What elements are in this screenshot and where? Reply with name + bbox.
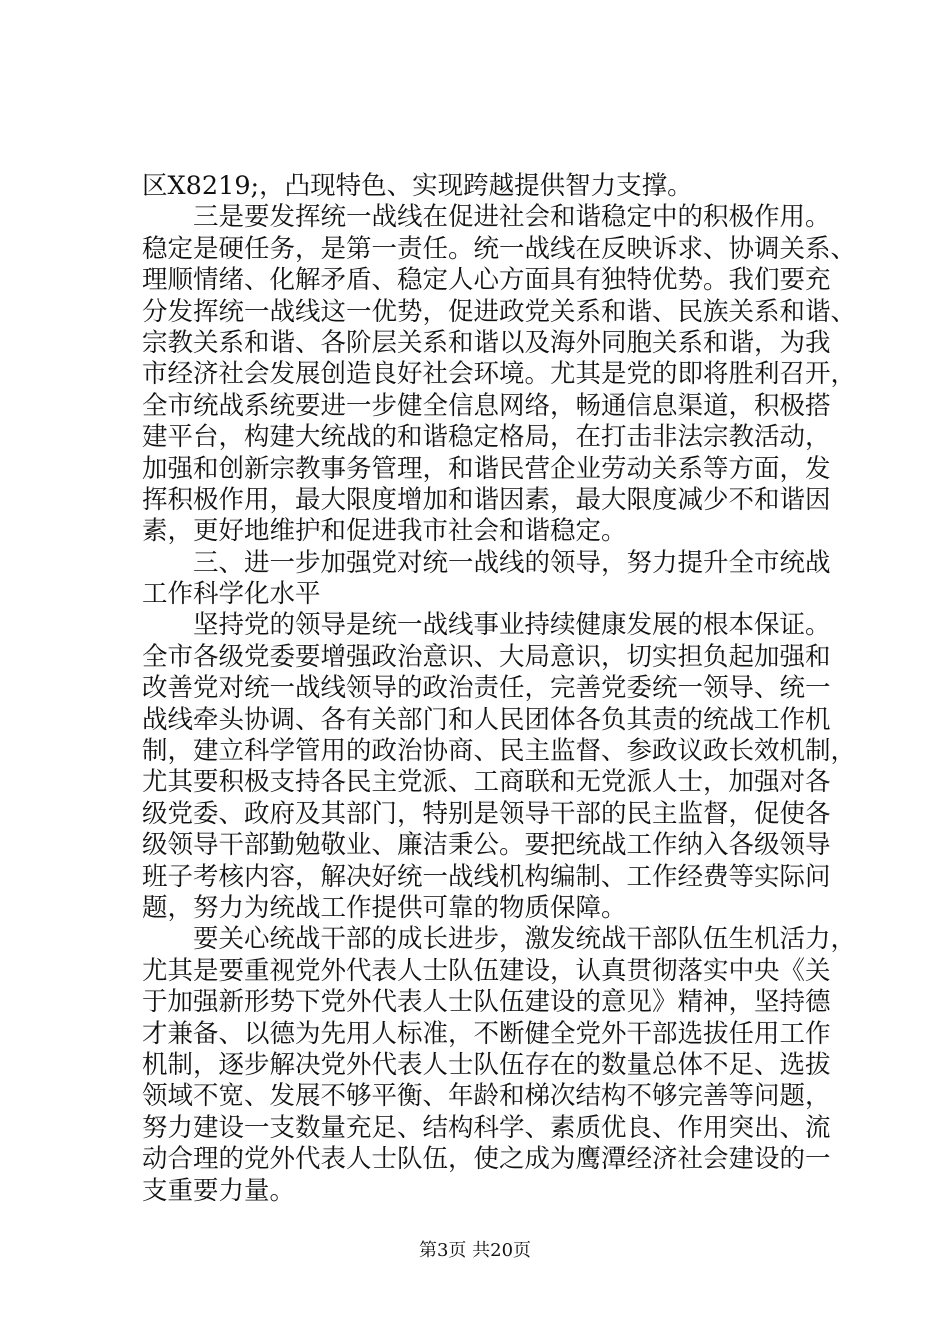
text-line: 分发挥统一战线这一优势，促进政党关系和谐、民族关系和谐、: [142, 296, 857, 327]
document-body: [142, 171, 857, 1207]
text-line: 领域不宽、发展不够平衡、年龄和梯次结构不够完善等问题，: [142, 1081, 831, 1112]
text-line: 素，更好地维护和促进我市社会和谐稳定。: [142, 516, 627, 547]
section-heading-line: 工作科学化水平: [142, 579, 321, 610]
paragraph-start-line: 要关心统战干部的成长进步，激发统战干部队伍生机活力，: [193, 924, 857, 955]
text-line: 宗教关系和谐、各阶层关系和谐以及海外同胞关系和谐，为我: [142, 327, 831, 358]
text-line: 级领导干部勤勉敬业、廉洁秉公。要把统战工作纳入各级领导: [142, 830, 831, 861]
text-line: 挥积极作用，最大限度增加和谐因素，最大限度减少不和谐因: [142, 484, 831, 515]
text-line: 班子考核内容，解决好统一战线机构编制、工作经费等实际问: [142, 861, 831, 892]
text-line: 区X8219;，凸现特色、实现跨越提供智力支撑。: [142, 171, 693, 201]
text-line: 努力建设一支数量充足、结构科学、素质优良、作用突出、流: [142, 1112, 831, 1143]
page-number-footer: 第3页 共20页: [418, 1240, 532, 1261]
text-line: 全市各级党委要增强政治意识、大局意识，切实担负起加强和: [142, 641, 831, 672]
text-line: 于加强新形势下党外代表人士队伍建设的意见》精神，坚持德: [142, 987, 831, 1018]
text-line: 稳定是硬任务，是第一责任。统一战线在反映诉求、协调关系、: [142, 233, 857, 264]
text-line: 尤其要积极支持各民主党派、工商联和无党派人士，加强对各: [142, 767, 831, 798]
text-line: 支重要力量。: [142, 1175, 296, 1206]
text-line: 全市统战系统要进一步健全信息网络，畅通信息渠道，积极搭: [142, 390, 831, 421]
text-line: 才兼备、以德为先用人标准，不断健全党外干部选拔任用工作: [142, 1018, 831, 1049]
text-line: 机制，逐步解决党外代表人士队伍存在的数量总体不足、选拔: [142, 1049, 831, 1080]
section-heading-line: 三、进一步加强党对统一战线的领导，努力提升全市统战: [193, 547, 831, 578]
text-line: 制，建立科学管用的政治协商、民主监督、参政议政长效机制，: [142, 736, 857, 767]
text-line: 建平台，构建大统战的和谐稳定格局，在打击非法宗教活动，: [142, 422, 831, 453]
paragraph-start-line: 三是要发挥统一战线在促进社会和谐稳定中的积极作用。: [193, 202, 831, 233]
text-line: 动合理的党外代表人士队伍，使之成为鹰潭经济社会建设的一: [142, 1144, 831, 1175]
text-line: 改善党对统一战线领导的政治责任，完善党委统一领导、统一: [142, 673, 831, 704]
text-line: 加强和创新宗教事务管理，和谐民营企业劳动关系等方面，发: [142, 453, 831, 484]
paragraph-start-line: 坚持党的领导是统一战线事业持续健康发展的根本保证。: [193, 610, 831, 641]
text-line: 战线牵头协调、各有关部门和人民团体各负其责的统战工作机: [142, 704, 831, 735]
text-line: 理顺情绪、化解矛盾、稳定人心方面具有独特优势。我们要充: [142, 265, 831, 296]
text-line: 级党委、政府及其部门，特别是领导干部的民主监督，促使各: [142, 798, 831, 829]
text-line: 题，努力为统战工作提供可靠的物质保障。: [142, 892, 627, 923]
text-line: 市经济社会发展创造良好社会环境。尤其是党的即将胜利召开，: [142, 359, 857, 390]
text-line: 尤其是要重视党外代表人士队伍建设，认真贯彻落实中央《关: [142, 955, 831, 986]
